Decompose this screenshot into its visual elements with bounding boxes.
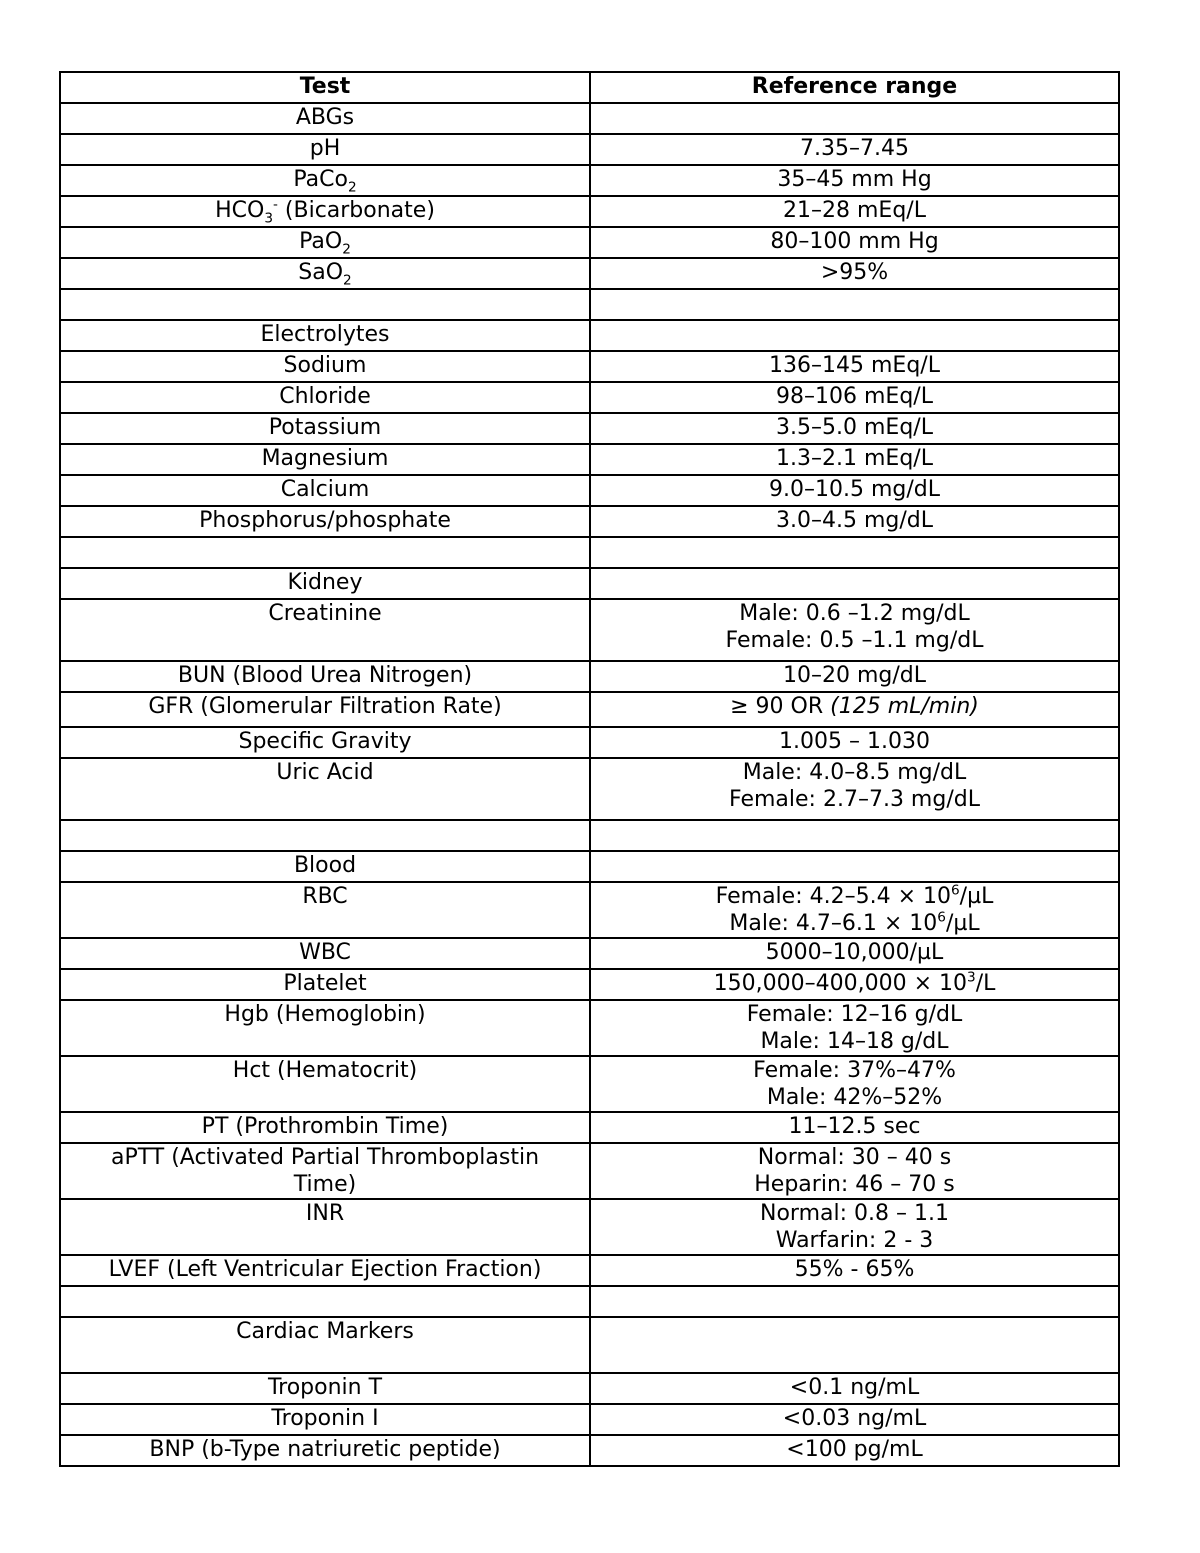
reference-range: 80–100 mm Hg [590, 227, 1119, 258]
test-name: $HCO_3^-$ (Bicarbonate) [60, 196, 590, 227]
test-name: Specific Gravity [60, 727, 590, 758]
table-row [60, 258, 1119, 289]
table-row [60, 1143, 1119, 1199]
table-row [60, 692, 1119, 727]
table-row [60, 1255, 1119, 1286]
table-row [60, 661, 1119, 692]
section-title-electrolytes: Electrolytes [60, 320, 590, 351]
reference-range: 98–106 mEq/L [590, 382, 1119, 413]
table-row [60, 758, 1119, 820]
table-row [60, 1199, 1119, 1255]
empty-cell [590, 568, 1119, 599]
reference-range: 55% - 65% [590, 1255, 1119, 1286]
test-name: GFR (Glomerular Filtration Rate) [60, 692, 590, 727]
reference-range: 3.0–4.5 mg/dL [590, 506, 1119, 537]
test-name: aPTT (Activated Partial Thromboplastin Time) [60, 1143, 590, 1199]
reference-range: >95% [590, 258, 1119, 289]
reference-range: <0.1 ng/mL [590, 1373, 1119, 1404]
reference-range: Female: 12–16 g/dL Male: 14–18 g/dL [590, 1000, 1119, 1056]
table-row [60, 165, 1119, 196]
reference-range: $150,000-400,000 \times 10^3/L$ [590, 969, 1119, 1000]
section-title-kidney: Kidney [60, 568, 590, 599]
test-name: WBC [60, 938, 590, 969]
test-name: Hct (Hematocrit) [60, 1056, 590, 1112]
section-row-kidney [60, 568, 1119, 599]
empty-cell [590, 1286, 1119, 1317]
empty-cell [590, 851, 1119, 882]
test-name: Magnesium [60, 444, 590, 475]
test-name: PaO$_2$ [60, 227, 590, 258]
test-name: RBC [60, 882, 590, 938]
reference-range: <0.03 ng/mL [590, 1404, 1119, 1435]
test-name: PaCo$_2$ [60, 165, 590, 196]
reference-range: ≥ 90 OR (125 mL/min) [590, 692, 1119, 727]
table-row [60, 382, 1119, 413]
table-row [60, 444, 1119, 475]
section-row-cardiac-markers [60, 1317, 1119, 1373]
test-name: Potassium [60, 413, 590, 444]
test-name: Calcium [60, 475, 590, 506]
empty-cell [590, 320, 1119, 351]
test-name: Phosphorus/phosphate [60, 506, 590, 537]
reference-range: 1.005 – 1.030 [590, 727, 1119, 758]
header-reference-range: Reference range [590, 72, 1119, 103]
reference-range: Male: 4.0–8.5 mg/dL Female: 2.7–7.3 mg/dL [590, 758, 1119, 820]
empty-cell [590, 1317, 1119, 1373]
test-name: Troponin T [60, 1373, 590, 1404]
table-row [60, 1373, 1119, 1404]
table-row [60, 1000, 1119, 1056]
test-name: Platelet [60, 969, 590, 1000]
reference-range: <100 pg/mL [590, 1435, 1119, 1466]
reference-range: 35–45 mm Hg [590, 165, 1119, 196]
reference-range: 7.35–7.45 [590, 134, 1119, 165]
reference-range: 9.0–10.5 mg/dL [590, 475, 1119, 506]
reference-range: Male: 0.6 –1.2 mg/dL Female: 0.5 –1.1 mg/dL [590, 599, 1119, 661]
empty-cell [60, 289, 590, 320]
reference-range: Female: 37%–47% Male: 42%–52% [590, 1056, 1119, 1112]
reference-range: Female: $4.2-5.4 \times 10^6/\mu L$ Male: $4.7-6.1 \times 10^6/\mu L$ [590, 882, 1119, 938]
table-row [60, 351, 1119, 382]
test-name: BNP (b-Type natriuretic peptide) [60, 1435, 590, 1466]
table-row [60, 1056, 1119, 1112]
spacer-row [60, 289, 1119, 320]
table-row [60, 475, 1119, 506]
empty-cell [590, 537, 1119, 568]
test-name: pH [60, 134, 590, 165]
test-name: BUN (Blood Urea Nitrogen) [60, 661, 590, 692]
test-name: INR [60, 1199, 590, 1255]
table-row [60, 938, 1119, 969]
test-name: PT (Prothrombin Time) [60, 1112, 590, 1143]
table-row [60, 1404, 1119, 1435]
test-name: Troponin I [60, 1404, 590, 1435]
reference-range: 136–145 mEq/L [590, 351, 1119, 382]
table-row [60, 599, 1119, 661]
test-name: LVEF (Left Ventricular Ejection Fraction) [60, 1255, 590, 1286]
table-row [60, 196, 1119, 227]
table-row [60, 1435, 1119, 1466]
header-test: Test [60, 72, 590, 103]
empty-cell [60, 820, 590, 851]
table-row [60, 727, 1119, 758]
empty-cell [590, 289, 1119, 320]
section-row-abgs [60, 103, 1119, 134]
reference-range: 21–28 mEq/L [590, 196, 1119, 227]
header-row [60, 72, 1119, 103]
reference-range-table [59, 71, 1120, 1467]
table-row [60, 1112, 1119, 1143]
table-row [60, 413, 1119, 444]
reference-range: Normal: 0.8 – 1.1 Warfarin: 2 - 3 [590, 1199, 1119, 1255]
test-name: Uric Acid [60, 758, 590, 820]
section-row-blood [60, 851, 1119, 882]
table-row [60, 969, 1119, 1000]
test-name: Chloride [60, 382, 590, 413]
table-row [60, 227, 1119, 258]
reference-range: 5000–10,000/µL [590, 938, 1119, 969]
empty-cell [60, 537, 590, 568]
reference-range: 3.5–5.0 mEq/L [590, 413, 1119, 444]
table-row [60, 882, 1119, 938]
empty-cell [60, 1286, 590, 1317]
test-name: Creatinine [60, 599, 590, 661]
spacer-row [60, 1286, 1119, 1317]
reference-range: 1.3–2.1 mEq/L [590, 444, 1119, 475]
reference-range: 10–20 mg/dL [590, 661, 1119, 692]
section-row-electrolytes [60, 320, 1119, 351]
test-name: Hgb (Hemoglobin) [60, 1000, 590, 1056]
spacer-row [60, 820, 1119, 851]
test-name: SaO$_2$ [60, 258, 590, 289]
reference-range: Normal: 30 – 40 s Heparin: 46 – 70 s [590, 1143, 1119, 1199]
section-title-blood: Blood [60, 851, 590, 882]
test-name: Sodium [60, 351, 590, 382]
spacer-row [60, 537, 1119, 568]
table-row [60, 134, 1119, 165]
empty-cell [590, 820, 1119, 851]
empty-cell [590, 103, 1119, 134]
section-title-cardiac-markers: Cardiac Markers [60, 1317, 590, 1373]
reference-range: 11–12.5 sec [590, 1112, 1119, 1143]
table-row [60, 506, 1119, 537]
section-title-abgs: ABGs [60, 103, 590, 134]
